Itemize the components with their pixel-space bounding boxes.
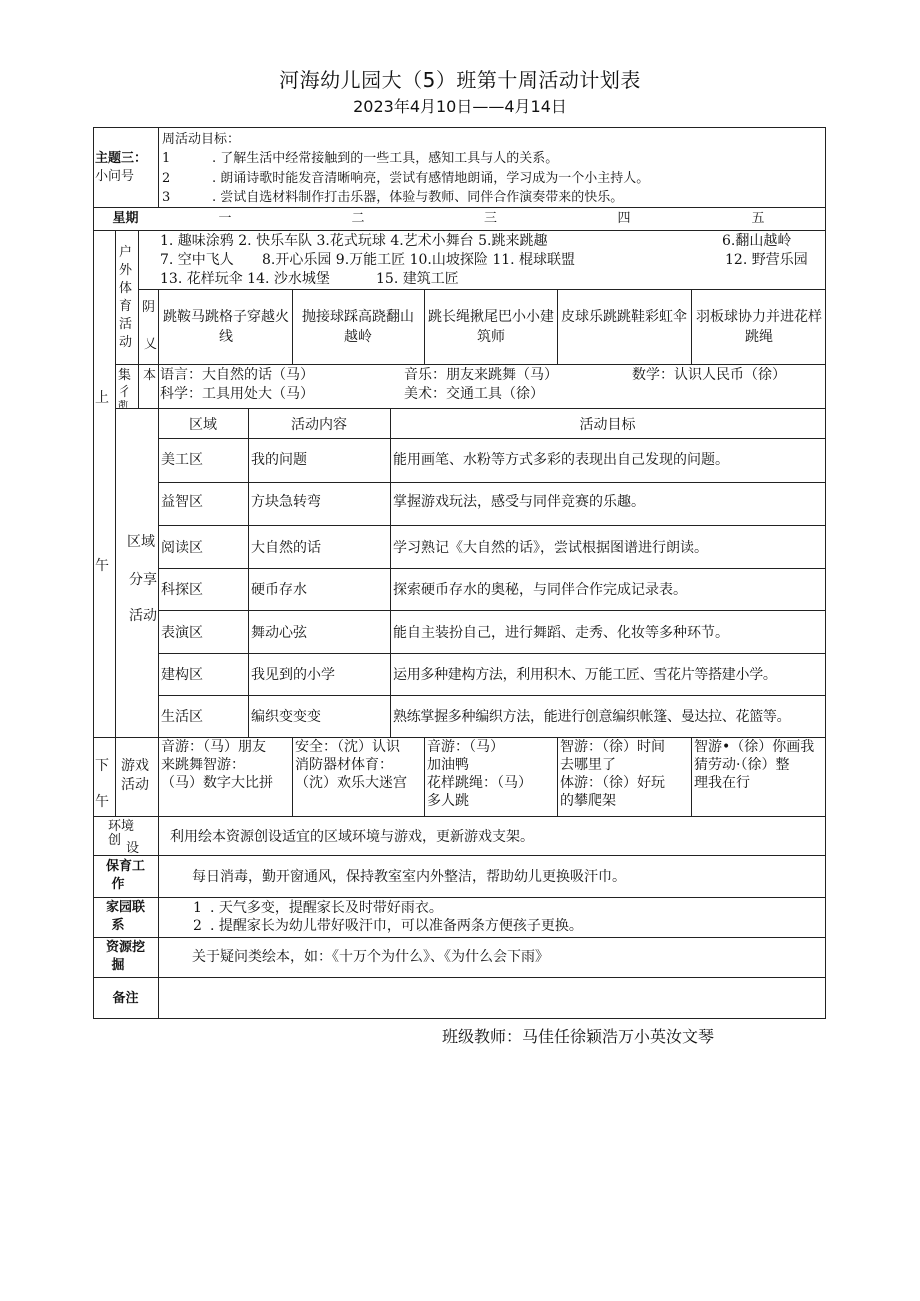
outdoor-daily: 抛接球踩高跷翻山越岭 bbox=[302, 309, 414, 345]
outdoor-label: 户 bbox=[119, 245, 133, 260]
care-label: 作 bbox=[111, 877, 125, 892]
area-goal: 掌握游戏玩法，感受与同伴竞赛的乐趣。 bbox=[393, 494, 645, 510]
area-content: 硬币存水 bbox=[251, 582, 307, 598]
outdoor-games: 13. 花样玩伞 14. 沙水城堡 bbox=[160, 271, 330, 287]
outdoor-label: 动 bbox=[119, 335, 133, 350]
resources-label: 资源挖 bbox=[105, 940, 145, 955]
area-name: 美工区 bbox=[161, 452, 203, 468]
weekday-header: 三 bbox=[483, 211, 497, 226]
resources-text: 关于疑问类绘本，如：《十万个为什么》、《为什么会下雨》 bbox=[192, 949, 549, 965]
game-day-3: 加油鸭 bbox=[427, 757, 469, 773]
group-label: 彳 bbox=[118, 385, 132, 400]
outdoor-sub-label: 阴 bbox=[142, 300, 156, 315]
family-num: 1 bbox=[193, 900, 202, 916]
environment-label: 设 bbox=[126, 841, 140, 856]
area-content: 方块急转弯 bbox=[251, 494, 321, 510]
outdoor-label: 外 bbox=[119, 263, 133, 278]
game-day-2: 消防器材体育： bbox=[295, 757, 393, 773]
outdoor-label: 活 bbox=[119, 317, 133, 332]
morning-label: 上 bbox=[95, 390, 109, 406]
family-text: . 天气多变，提醒家长及时带好雨衣。 bbox=[210, 900, 443, 916]
family-label: 家园联 bbox=[105, 900, 145, 915]
goal-text: . 朗诵诗歌时能发音清晰响亮，尝试有感情地朗诵，学习成为一个小主持人。 bbox=[212, 171, 650, 186]
afternoon-label: 下 bbox=[95, 758, 109, 774]
family-num: 2 bbox=[193, 918, 202, 934]
family-label: 系 bbox=[111, 918, 125, 933]
goal-text: . 了解生活中经常接触到的一些工具，感知工具与人的关系。 bbox=[212, 151, 559, 166]
weekday-header: 二 bbox=[351, 211, 365, 226]
outdoor-label: 体 bbox=[119, 281, 133, 296]
outdoor-daily: 跳鞍马跳格子穿越火线 bbox=[163, 309, 289, 345]
area-goal: 探索硬币存水的奥秘，与同伴合作完成记录表。 bbox=[393, 582, 687, 598]
area-goal: 运用多种建构方法，利用积木、万能工匠、雪花片等搭建小学。 bbox=[393, 667, 777, 683]
environment-text: 利用绘本资源创设适宜的区域环境与游戏，更新游戏支架。 bbox=[170, 829, 534, 845]
outdoor-games: 12. 野营乐园 bbox=[725, 252, 808, 268]
area-content: 我见到的小学 bbox=[251, 667, 335, 683]
goals-heading: 周活动目标： bbox=[162, 132, 241, 147]
game-day-2: （沈）欢乐大迷宫 bbox=[295, 775, 407, 791]
area-name: 生活区 bbox=[161, 709, 203, 725]
area-name: 益智区 bbox=[161, 494, 203, 510]
outdoor-label: 育 bbox=[119, 299, 133, 314]
weekday-label: 星期 bbox=[112, 211, 139, 226]
area-content: 大自然的话 bbox=[251, 540, 321, 556]
game-day-3: 花样跳绳：（马） bbox=[427, 775, 532, 791]
area-goal: 能用画笔、水粉等方式多彩的表现出自己发现的问题。 bbox=[393, 452, 729, 468]
area-header: 活动内容 bbox=[291, 417, 347, 433]
group-label: 渐 bbox=[118, 400, 128, 408]
area-name: 建构区 bbox=[161, 667, 203, 683]
area-content: 编织变变变 bbox=[251, 709, 321, 725]
group-sub-label: 本 bbox=[143, 368, 157, 383]
family-text: . 提醒家长为幼儿带好吸汗巾，可以准备两条方便孩子更换。 bbox=[210, 918, 583, 934]
game-day-5: 理我在行 bbox=[694, 775, 750, 791]
goal-text: . 尝试自选材料制作打击乐器，体验与教师、同伴合作演奏带来的快乐。 bbox=[212, 190, 624, 205]
goal-num: 3 bbox=[162, 190, 171, 205]
game-day-4: 的攀爬架 bbox=[560, 793, 616, 809]
game-day-4: 智游：（徐）时间 bbox=[560, 739, 665, 755]
environment-label: 创 bbox=[108, 833, 122, 848]
area-name: 阅读区 bbox=[161, 540, 203, 556]
group-activity: 语言：大自然的话（马） bbox=[160, 367, 314, 383]
care-label: 保育工 bbox=[105, 859, 145, 874]
games-label: 活动 bbox=[121, 777, 149, 793]
theme-name: 小问号 bbox=[95, 169, 135, 184]
outdoor-daily: 跳长绳揪尾巴小小建筑师 bbox=[428, 309, 554, 345]
group-activity: 音乐：朋友来跳舞（马） bbox=[404, 367, 558, 383]
theme-label: 主题三： bbox=[95, 151, 148, 166]
game-day-3: 音游：（马） bbox=[427, 739, 504, 755]
goal-num: 2 bbox=[162, 171, 171, 186]
game-day-5: 猜劳动·（徐）整 bbox=[694, 757, 790, 773]
resources-label: 掘 bbox=[111, 958, 125, 973]
area-goal: 熟练掌握多种编织方法，能进行创意编织帐篷、曼达拉、花篮等。 bbox=[393, 709, 791, 725]
group-activity: 数学：认识人民币（徐） bbox=[632, 367, 786, 383]
group-activity: 美术：交通工具（徐） bbox=[404, 386, 544, 402]
weekday-header: 一 bbox=[218, 211, 232, 226]
weekday-header: 五 bbox=[751, 211, 765, 226]
class-teachers: 班级教师：马佳任徐颖浩万小英汝文琴 bbox=[442, 1027, 715, 1046]
area-label: 区域 bbox=[127, 534, 155, 550]
area-label: 活动 bbox=[129, 608, 157, 624]
game-day-3: 多人跳 bbox=[427, 793, 469, 809]
outdoor-games: 6.翻山越岭 bbox=[722, 233, 792, 249]
area-content: 我的问题 bbox=[251, 452, 307, 468]
outdoor-daily: 羽板球协力并进花样跳绳 bbox=[696, 309, 822, 345]
weekday-header: 四 bbox=[617, 211, 631, 226]
outdoor-daily: 皮球乐跳跳鞋彩虹伞 bbox=[561, 309, 687, 325]
area-name: 科探区 bbox=[161, 582, 203, 598]
notes-label: 备注 bbox=[112, 991, 139, 1006]
area-goal: 学习熟记《大自然的话》，尝试根据图谱进行朗读。 bbox=[393, 540, 708, 556]
outdoor-sub-label: 乂 bbox=[144, 337, 158, 352]
area-content: 舞动心弦 bbox=[251, 625, 307, 641]
outdoor-games: 15. 建筑工匠 bbox=[376, 271, 459, 287]
game-day-1: （马）数字大比拼 bbox=[161, 775, 273, 791]
area-goal: 能自主装扮自己，进行舞蹈、走秀、化妆等多种环节。 bbox=[393, 625, 729, 641]
area-label: 分享 bbox=[129, 572, 157, 588]
game-day-1: 音游：（马）朋友 bbox=[161, 739, 266, 755]
goal-num: 1 bbox=[162, 151, 171, 166]
games-label: 游戏 bbox=[121, 758, 149, 774]
area-header: 活动目标 bbox=[579, 417, 636, 433]
outdoor-games: 7. 空中飞人 bbox=[160, 252, 234, 268]
group-label: 集 bbox=[118, 368, 132, 383]
game-day-4: 体游：（徐）好玩 bbox=[560, 775, 665, 791]
morning-label: 午 bbox=[95, 558, 109, 574]
game-day-2: 安全：（沈）认识 bbox=[295, 739, 400, 755]
group-activity: 科学：工具用处大（马） bbox=[160, 386, 314, 402]
game-day-5: 智游•（徐）你画我 bbox=[694, 739, 815, 755]
date-range: 2023年4月10日——4月14日 bbox=[353, 97, 567, 116]
page-title: 河海幼儿园大（5）班第十周活动计划表 bbox=[279, 68, 641, 92]
outdoor-games: 8.开心乐园 9.万能工匠 10.山坡探险 11. 棍球联盟 bbox=[262, 252, 576, 268]
area-name: 表演区 bbox=[161, 625, 203, 641]
afternoon-label: 午 bbox=[95, 794, 109, 810]
game-day-4: 去哪里了 bbox=[560, 757, 616, 773]
care-text: 每日消毒，勤开窗通风，保持教室室内外整洁，帮助幼儿更换吸汗巾。 bbox=[192, 869, 626, 885]
game-day-1: 来跳舞智游： bbox=[161, 757, 245, 773]
environment-label: 环境 bbox=[108, 819, 135, 834]
area-header: 区域 bbox=[189, 417, 217, 433]
outdoor-games: 1. 趣味涂鸦 2. 快乐车队 3.花式玩球 4.艺术小舞台 5.跳来跳趣 bbox=[160, 233, 548, 249]
